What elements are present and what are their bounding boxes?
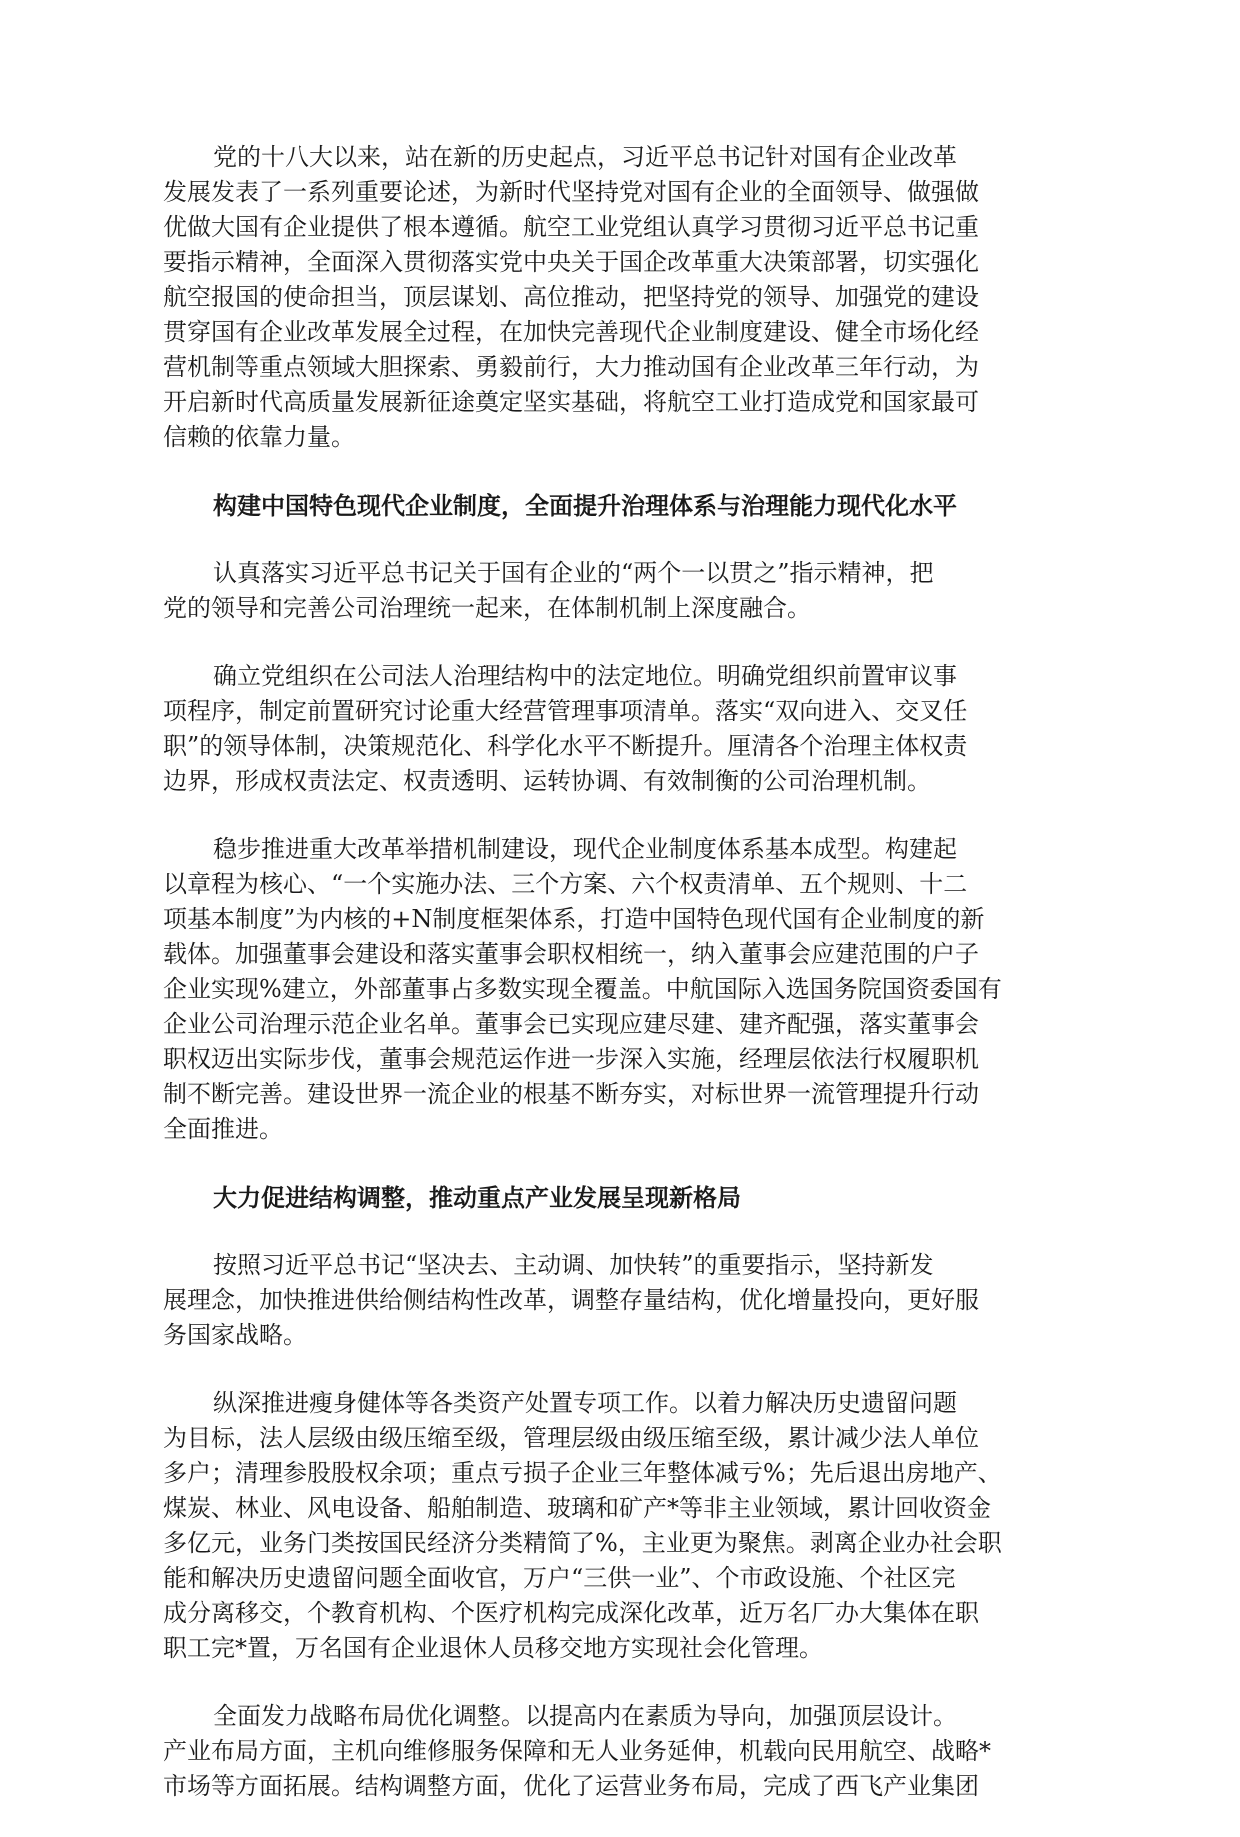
text-line: 项程序，制定前置研究讨论重大经营管理事项清单。落实“双向进入、交叉任 xyxy=(163,697,968,725)
text-line: 以章程为核心、“一个实施办法、三个方案、六个权责清单、五个规则、十二 xyxy=(163,870,968,898)
text-line: 要指示精神，全面深入贯彻落实党中央关于国企改革重大决策部署，切实强化 xyxy=(163,248,979,276)
text-line: 能和解决历史遗留问题全面收官，万户“三供一业”、个市政设施、个社区完 xyxy=(163,1564,956,1592)
body-paragraph xyxy=(163,659,1093,799)
body-paragraph xyxy=(163,556,1093,626)
text-line: 优做大国有企业提供了根本遵循。航空工业党组认真学习贯彻习近平总书记重 xyxy=(163,213,979,241)
text-line: 全面推进。 xyxy=(163,1115,283,1143)
body-paragraph xyxy=(163,832,1093,1147)
text-line: 构建中国特色现代企业制度，全面提升治理体系与治理能力现代化水平 xyxy=(213,491,957,520)
text-line: 务国家战略。 xyxy=(163,1321,307,1349)
text-line: 成分离移交，个教育机构、个医疗机构完成深化改革，近万名厂办大集体在职 xyxy=(163,1599,979,1627)
body-paragraph xyxy=(163,1386,1093,1666)
text-line: 边界，形成权责法定、权责透明、运转协调、有效制衡的公司治理机制。 xyxy=(163,767,931,795)
text-line: 项基本制度”为内核的+N制度框架体系，打造中国特色现代国有企业制度的新 xyxy=(163,905,985,933)
text-line: 认真落实习近平总书记关于国有企业的“两个一以贯之”指示精神，把 xyxy=(213,559,934,587)
text-line: 多户；清理参股股权余项；重点亏损子企业三年整体减亏%；先后退出房地产、 xyxy=(163,1459,1002,1487)
document-page xyxy=(163,140,1093,1837)
text-line: 企业公司治理示范企业名单。董事会已实现应建尽建、建齐配强，落实董事会 xyxy=(163,1010,979,1038)
body-paragraph xyxy=(163,140,1093,455)
text-line: 航空报国的使命担当，顶层谋划、高位推动，把坚持党的领导、加强党的建设 xyxy=(163,283,979,311)
text-line: 企业实现%建立，外部董事占多数实现全覆盖。中航国际入选国务院国资委国有 xyxy=(163,975,1002,1003)
text-line: 载体。加强董事会建设和落实董事会职权相统一，纳入董事会应建范围的户子 xyxy=(163,940,979,968)
text-line: 展理念，加快推进供给侧结构性改革，调整存量结构，优化增量投向，更好服 xyxy=(163,1286,979,1314)
text-line: 为目标，法人层级由级压缩至级，管理层级由级压缩至级，累计减少法人单位 xyxy=(163,1424,979,1452)
text-line: 大力促进结构调整，推动重点产业发展呈现新格局 xyxy=(213,1183,741,1212)
text-line: 纵深推进瘦身健体等各类资产处置专项工作。以着力解决历史遗留问题 xyxy=(213,1389,957,1417)
text-line: 党的领导和完善公司治理统一起来，在体制机制上深度融合。 xyxy=(163,594,811,622)
text-line: 信赖的依靠力量。 xyxy=(163,423,355,451)
text-line: 职”的领导体制，决策规范化、科学化水平不断提升。厘清各个治理主体权责 xyxy=(163,732,968,760)
text-line: 按照习近平总书记“坚决去、主动调、加快转”的重要指示，坚持新发 xyxy=(213,1251,934,1279)
body-paragraph xyxy=(163,1248,1093,1353)
text-line: 确立党组织在公司法人治理结构中的法定地位。明确党组织前置审议事 xyxy=(213,662,957,690)
text-line: 多亿元，业务门类按国民经济分类精简了%，主业更为聚焦。剥离企业办社会职 xyxy=(163,1529,1002,1557)
text-line: 职工完*置，万名国有企业退休人员移交地方实现社会化管理。 xyxy=(163,1634,823,1662)
text-line: 产业布局方面，主机向维修服务保障和无人业务延伸，机载向民用航空、战略* xyxy=(163,1737,991,1765)
text-line: 煤炭、林业、风电设备、船舶制造、玻璃和矿产*等非主业领域，累计回收资金 xyxy=(163,1494,991,1522)
text-line: 贯穿国有企业改革发展全过程，在加快完善现代企业制度建设、健全市场化经 xyxy=(163,318,979,346)
text-line: 发展发表了一系列重要论述，为新时代坚持党对国有企业的全面领导、做强做 xyxy=(163,178,979,206)
text-line: 稳步推进重大改革举措机制建设，现代企业制度体系基本成型。构建起 xyxy=(213,835,957,863)
text-line: 制不断完善。建设世界一流企业的根基不断夯实，对标世界一流管理提升行动 xyxy=(163,1080,979,1108)
section-heading xyxy=(163,1180,1093,1215)
section-heading xyxy=(163,488,1093,523)
text-line: 党的十八大以来，站在新的历史起点，习近平总书记针对国有企业改革 xyxy=(213,143,957,171)
text-line: 全面发力战略布局优化调整。以提高内在素质为导向，加强顶层设计。 xyxy=(213,1702,957,1730)
text-line: 市场等方面拓展。结构调整方面，优化了运营业务布局，完成了西飞产业集团 xyxy=(163,1772,979,1800)
body-paragraph xyxy=(163,1699,1093,1804)
text-line: 开启新时代高质量发展新征途奠定坚实基础，将航空工业打造成党和国家最可 xyxy=(163,388,979,416)
text-line: 营机制等重点领域大胆探索、勇毅前行，大力推动国有企业改革三年行动，为 xyxy=(163,353,979,381)
text-line: 职权迈出实际步伐，董事会规范运作进一步深入实施，经理层依法行权履职机 xyxy=(163,1045,979,1073)
